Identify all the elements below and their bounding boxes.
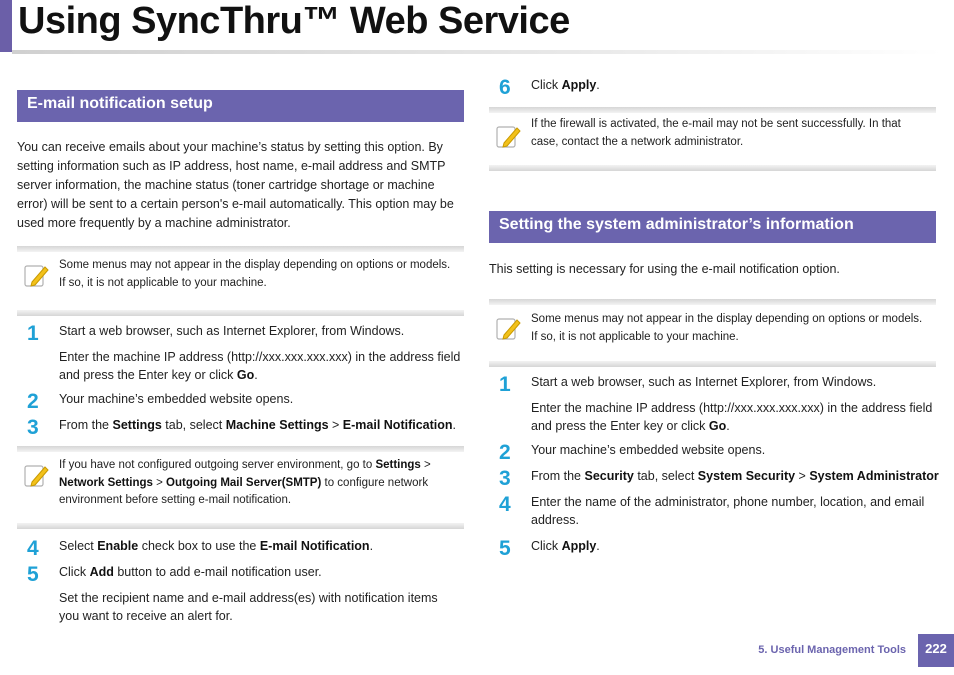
step-number: 2 <box>27 390 39 413</box>
page-number-badge: 222 <box>918 634 954 667</box>
step-text: Click Apply. <box>531 78 600 92</box>
step-number: 6 <box>499 76 511 99</box>
step-text: Your machine’s embedded website opens. <box>59 392 294 406</box>
step-number: 2 <box>499 441 511 464</box>
note-text: If the firewall is activated, the e-mail may not be sent successfully. In that case, contact the a network administrator. <box>531 118 901 148</box>
title-accent-bar <box>0 0 12 52</box>
step-text: From the Settings tab, select Machine Settings > E-mail Notification. <box>59 418 457 432</box>
note-box <box>489 299 936 367</box>
step-number: 4 <box>27 537 39 560</box>
note-box <box>489 107 936 171</box>
page-title: Using SyncThru™ Web Service <box>18 0 570 42</box>
note-box <box>17 246 464 316</box>
step-number: 3 <box>499 467 511 490</box>
step-number: 5 <box>499 537 511 560</box>
note-text: Some menus may not appear in the display depending on options or models. If so, it is not applicable to your machine. <box>531 313 923 343</box>
step-text: Enter the machine IP address (http://xxx.xxx.xxx.xxx) in the address field and press the Enter key or click Go. <box>59 350 461 382</box>
step-number: 3 <box>27 416 39 439</box>
step-number: 1 <box>499 373 511 396</box>
note-pencil-icon <box>23 262 51 290</box>
step-text: Enter the machine IP address (http://xxx.xxx.xxx.xxx) in the address field and press the Enter key or click Go. <box>531 401 933 433</box>
system-administrator-intro: This setting is necessary for using the e-mail notification option. <box>489 262 840 276</box>
step-text: Your machine’s embedded website opens. <box>531 443 766 457</box>
step-number: 4 <box>499 493 511 516</box>
step-text: Click Add button to add e-mail notification user. <box>59 565 322 579</box>
step-text: Start a web browser, such as Internet Explorer, from Windows. <box>59 324 405 338</box>
step-text: Select Enable check box to use the E-mail Notification. <box>59 539 374 553</box>
step-text: Start a web browser, such as Internet Explorer, from Windows. <box>531 375 877 389</box>
note-pencil-icon <box>495 123 523 151</box>
step-number: 5 <box>27 563 39 586</box>
note-pencil-icon <box>23 462 51 490</box>
email-notification-intro: You can receive emails about your machine’s status by setting this option. By setting information such as IP address, host name, e-mail address and SMTP server information, the machine status (toner cartridge shortage or machine error) will be sent to a certain person's e-mail automatically. This option may be used more frequently by a machine administrator. <box>17 140 454 230</box>
note-box <box>17 446 464 529</box>
step-text: Set the recipient name and e-mail address(es) with notification items you want to receive an alert for. <box>59 591 438 623</box>
step-text: From the Security tab, select System Security > System Administrator <box>531 469 939 483</box>
footer-chapter-label: 5. Useful Management Tools <box>758 644 906 656</box>
section-header-system-administrator: Setting the system administrator’s information <box>489 211 936 243</box>
note-text: Some menus may not appear in the display depending on options or models. If so, it is not applicable to your machine. <box>59 259 451 289</box>
step-text: Click Apply. <box>531 539 600 553</box>
title-divider <box>12 50 942 54</box>
note-pencil-icon <box>495 315 523 343</box>
section-header-email-notification: E-mail notification setup <box>17 90 464 122</box>
note-text: If you have not configured outgoing server environment, go to Settings > Network Settings > Outgoing Mail Server(SMTP) to configure network environment before setting e-mail notification. <box>59 459 431 506</box>
step-text: Enter the name of the administrator, phone number, location, and email address. <box>531 495 925 527</box>
step-number: 1 <box>27 322 39 345</box>
